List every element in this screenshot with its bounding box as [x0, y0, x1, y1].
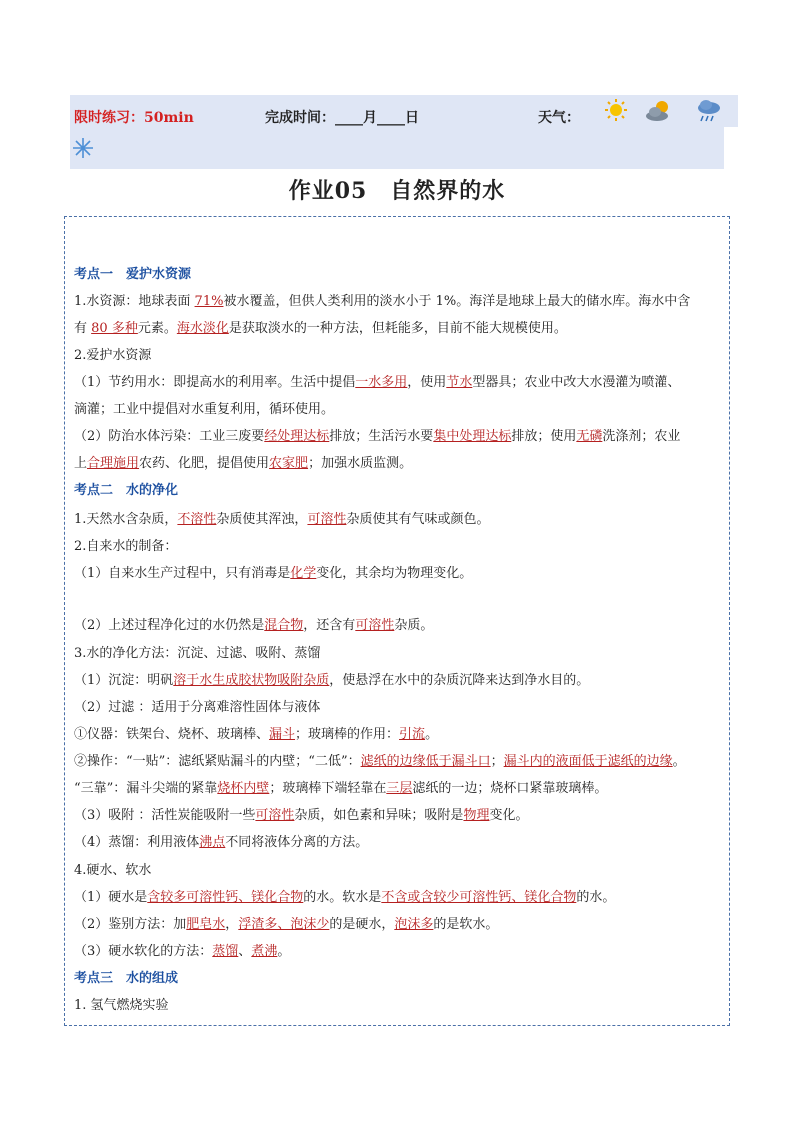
body-text: 有: [74, 321, 92, 336]
body-text: 洗涤剂；农业: [602, 429, 681, 444]
body-text: 3.水的净化方法：沉淀、过滤、吸附、蒸馏: [74, 646, 321, 661]
answer-text: 化学: [290, 566, 317, 581]
body-text: 滤纸的一边；烧杯口紧靠玻璃棒。: [412, 781, 608, 796]
answer-text: 80 多种: [91, 321, 138, 336]
answer-text: 71%: [194, 294, 224, 309]
body-text: 排放；使用: [511, 429, 577, 444]
body-text: ，使用: [407, 375, 447, 390]
body-text: （1）自来水生产过程中，只有消毒是: [74, 566, 291, 581]
answer-text: 不溶性: [177, 512, 217, 527]
section-heading: 考点三 水的组成: [74, 971, 179, 986]
text-line: [74, 565, 472, 583]
text-line: [74, 347, 151, 365]
text-line: [74, 862, 151, 880]
partly-cloudy-icon[interactable]: [644, 98, 674, 124]
answer-text: 经处理达标: [264, 429, 330, 444]
answer-text: 物理: [463, 808, 490, 823]
answer-text: 可溶性: [255, 808, 295, 823]
text-line: [74, 889, 615, 907]
answer-text: 浮渣多、泡沫少: [238, 917, 330, 932]
answer-text: 烧杯内壁: [217, 781, 270, 796]
body-text: 杂质使其有气味或颜色。: [346, 512, 490, 527]
answer-text: 漏斗: [269, 727, 296, 742]
answer-text: 溶于水生成胶状物吸附杂质: [173, 673, 330, 688]
answer-text: 三层: [386, 781, 413, 796]
body-text: 1. 氢气燃烧实验: [74, 998, 169, 1013]
body-text: 型器具；农业中改大水漫灌为喷灌、: [472, 375, 681, 390]
body-text: 、: [238, 944, 252, 959]
answer-text: 肥皂水: [186, 917, 226, 932]
text-line: [74, 997, 169, 1015]
text-line: [74, 617, 433, 635]
body-text: （1）硬水是: [74, 890, 148, 905]
text-line: [74, 455, 412, 473]
body-text: （2）鉴别方法：加: [74, 917, 187, 932]
text-line: [74, 645, 320, 663]
answer-text: 含较多可溶性钙、镁化合物: [147, 890, 304, 905]
answer-text: 无磷: [576, 429, 603, 444]
answer-text: 沸点: [199, 835, 226, 850]
body-text: ；加强水质监测。: [308, 456, 413, 471]
body-text: （4）蒸馏：利用液体: [74, 835, 200, 850]
text-line: [74, 293, 690, 311]
answer-text: 漏斗内的液面低于滤纸的边缘: [503, 754, 673, 769]
answer-text: 节水: [446, 375, 473, 390]
body-text: 变化，其余均为物理变化。: [316, 566, 473, 581]
section-heading: 考点二 水的净化: [74, 483, 179, 498]
body-text: 1.天然水含杂质，: [74, 512, 178, 527]
section-heading: 考点一 爱护水资源: [74, 267, 192, 282]
body-text: 是获取淡水的一种方法，但耗能多，目前不能大规模使用。: [228, 321, 567, 336]
body-text: 杂质，如色素和异味；吸附是: [294, 808, 464, 823]
text-line: [74, 266, 191, 284]
text-line: [74, 916, 498, 934]
body-text: 上: [74, 456, 88, 471]
body-text: ；: [490, 754, 504, 769]
body-text: （2）防治水体污染：工业三废要: [74, 429, 265, 444]
answer-text: 蒸馏: [212, 944, 239, 959]
answer-text: 不含或含较少可溶性钙、镁化合物: [381, 890, 577, 905]
text-line: [74, 538, 177, 556]
body-text: “三靠”：漏斗尖端的紧靠: [74, 781, 218, 796]
body-text: 杂质。: [394, 618, 434, 633]
page-title: 作业05 自然界的水: [288, 178, 506, 204]
body-text: ；玻璃棒下端轻靠在: [269, 781, 387, 796]
body-text: 滴灌；工业中提倡对水重复利用，循环使用。: [74, 402, 335, 417]
answer-text: 混合物: [264, 618, 304, 633]
text-line: [74, 511, 489, 529]
text-line: [74, 726, 438, 744]
text-line: [74, 834, 368, 852]
body-text: 。: [672, 754, 686, 769]
body-text: 变化。: [489, 808, 529, 823]
rain-icon[interactable]: [696, 98, 722, 124]
body-text: 的是软水。: [433, 917, 499, 932]
text-line: [74, 753, 686, 771]
body-text: 2.爱护水资源: [74, 348, 152, 363]
body-text: 的水。软水是: [303, 890, 382, 905]
answer-text: 农家肥: [269, 456, 309, 471]
body-text: （1）节约用水：即提高水的利用率。生活中提倡: [74, 375, 356, 390]
body-text: 2.自来水的制备：: [74, 539, 178, 554]
body-text: （1）沉淀：明矾: [74, 673, 174, 688]
body-text: （3）吸附 ：活性炭能吸附一些: [74, 808, 256, 823]
answer-text: 煮沸: [251, 944, 278, 959]
body-text: 。: [277, 944, 291, 959]
body-text: （3）硬水软化的方法：: [74, 944, 213, 959]
body-text: 的是硬水，: [329, 917, 395, 932]
answer-text: 滤纸的边缘低于漏斗口: [360, 754, 491, 769]
text-line: [74, 970, 178, 988]
answer-text: 引流: [399, 727, 426, 742]
snowflake-icon[interactable]: [72, 137, 94, 159]
answer-text: 合理施用: [87, 456, 140, 471]
body-text: 1.水资源：地球表面: [74, 294, 195, 309]
body-text: （2）上述过程净化过的水仍然是: [74, 618, 265, 633]
time-limit: 限时练习：50min: [74, 110, 194, 126]
answer-text: 一水多用: [355, 375, 408, 390]
answer-text: 可溶性: [355, 618, 395, 633]
body-text: 被水覆盖，但供人类利用的淡水小于 1%。海洋是地球上最大的储水库。海水中含: [223, 294, 691, 309]
body-text: 元素。: [137, 321, 177, 336]
body-text: ，: [225, 917, 239, 932]
answer-text: 集中处理达标: [433, 429, 512, 444]
body-text: （2）过滤 ：适用于分离难溶性固体与液体: [74, 700, 321, 715]
text-line: [74, 401, 334, 419]
answer-text: 泡沫多: [394, 917, 434, 932]
body-text: ；玻璃棒的作用：: [295, 727, 400, 742]
completion-time: 完成时间：____月____日: [265, 110, 419, 126]
body-text: 的水。: [576, 890, 616, 905]
body-text: 农药、化肥，提倡使用: [139, 456, 270, 471]
text-line: [74, 699, 320, 717]
body-text: 杂质使其浑浊，: [216, 512, 308, 527]
body-text: ，使悬浮在水中的杂质沉降来达到净水目的。: [329, 673, 590, 688]
text-line: [74, 428, 680, 446]
body-text: 。: [425, 727, 439, 742]
text-line: [74, 943, 290, 961]
answer-text: 可溶性: [307, 512, 347, 527]
header-bar-lower: [70, 127, 724, 169]
body-text: ①仪器：铁架台、烧杯、玻璃棒、: [74, 727, 270, 742]
sun-icon[interactable]: [604, 98, 628, 122]
text-line: [74, 320, 567, 338]
text-line: [74, 482, 178, 500]
answer-text: 海水淡化: [176, 321, 229, 336]
text-line: [74, 807, 528, 825]
body-text: ②操作：“一贴”：滤纸紧贴漏斗的内壁；“二低”：: [74, 754, 361, 769]
text-line: [74, 780, 607, 798]
text-line: [74, 672, 589, 690]
body-text: ，还含有: [303, 618, 356, 633]
weather-label: 天气：: [538, 110, 580, 126]
body-text: 4.硬水、软水: [74, 863, 152, 878]
body-text: 不同将液体分离的方法。: [225, 835, 369, 850]
body-text: 排放；生活污水要: [329, 429, 434, 444]
text-line: [74, 374, 680, 392]
